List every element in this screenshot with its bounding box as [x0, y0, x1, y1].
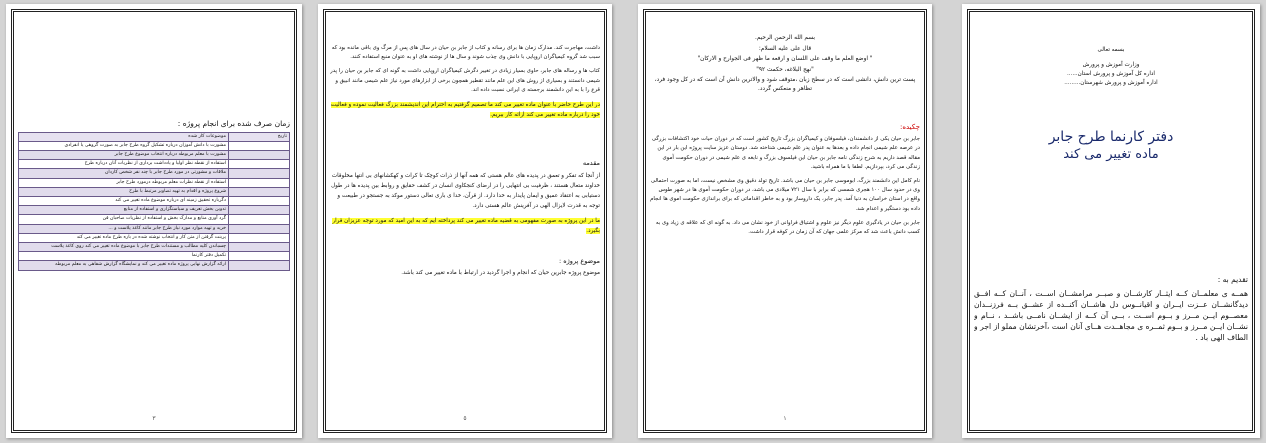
page-number: ٥: [463, 415, 467, 422]
dedication-text: همــه ی معلمــان کــه ایثــار کارشــان و صبــر مرامشــان اســت ، آنــان کــه افــق دیدگانشــان عــزت ایــران و اقیانــوس دل هاشــان آکنــده از عشــق بــه فرزنــدان معصــوم ایــن مــرز و بــوم اســت ، بــی آن کــه از ایشــان نامــی باشــد ، نــام و نشــان ایــن مــرز و بــوم ثمــره ی مجاهــدت هــای آنان است ،آخرتشان مملو از اجر و الطاف الهی باد .: [974, 288, 1248, 342]
topic-cell: استفاده از نقطه نظرات معلم مربوطه درمورد طرح جابر: [19, 178, 229, 187]
table-row: [19, 224, 290, 233]
topic-cell: مشورت با معلم مربوطه درباره انتخاب موضوع طرح جابر: [19, 151, 229, 160]
highlighted-paragraph: [330, 100, 600, 120]
date-cell: [229, 224, 290, 233]
abstract-paragraph: نام کامل این دانشمند بزرگ، ابوموسی جابر بن حیان می باشد. تاریخ تولد دقیق وی مشخص نیست، اما به صورت احتمالی وی در حدود سال ۱۰۰ هجری شمسی که برابر با سال ۷۲۱ میلادی می باشد، در دوران حکومت آموی ها در شهر طوس واقع در استان خراسان به دنیا آمد. پدر جابر، یک داروساز بود و به خاطر اقداماتی که برای براندازی حکومت اموی ها انجام داده بود دستگیر و اعدام شد.: [650, 177, 920, 212]
date-cell: [229, 261, 290, 270]
abstract-paragraph: جابر بن حیان در یادگیری علوم دیگر نیز علوم و اشتیاق فراوانی از خود نشان می داد. به گونه ای که علاقه ی زیاد وی به کسب دانش باعث شد که مرکز علمی جهان که آن زمان در کوفه قرار داشت.: [655, 219, 920, 235]
topic-cell: خرید و تهیه موارد مورد نیاز طرح جابر مانند کاغذ پلاست و ...: [19, 224, 229, 233]
bismillah: بسم الله الرحمن الرحیم.: [754, 35, 816, 41]
document-cover-page: [962, 4, 1260, 438]
table-row: [19, 215, 290, 224]
table-row: [19, 141, 290, 150]
abstract-heading: چکیده:: [899, 122, 920, 131]
topic-cell: گرد آوری منابع و مدارک بخش و استفاده از نظریات صاحبان فن: [19, 215, 229, 224]
table-row: [19, 206, 290, 215]
table-row: [19, 169, 290, 178]
cover-title: دفتر کارنما طرح جابر: [1048, 129, 1174, 145]
date-cell: [229, 141, 290, 150]
intro-heading: مقدمه: [582, 159, 600, 168]
date-cell: [229, 160, 290, 169]
time-spent-title: زمان صرف شده برای انجام پروژه :: [177, 119, 290, 128]
date-cell: [229, 206, 290, 215]
table-row: [19, 233, 290, 242]
highlight-text: در این طرح حاضر با عنوان ماده تغییر می کند ما تصمیم گرفتیم به احترام این اندیشمند بزرگ فعالیت نموده و فعالیت خود را درباره ماده تغییر می کند ارائه کار ببریم.: [330, 102, 600, 119]
topic-cell: شروع پروژه و اقدام به تهیه تصاویر مرتبط با طرح: [19, 187, 229, 196]
topic-cell: دگرباره تحقیق زمینه ای درباره موضوع ماده تغییر می کند: [19, 197, 229, 206]
date-cell: [229, 252, 290, 261]
topic-cell: پرینت گرفتن از متن کار و انتخاب نوشته شده در باره طرح ماده تغییر می کند: [19, 233, 229, 242]
topic-cell: ملاقات و مشورتی در مورد طرح جابر با چند نفر شخص کاردان: [19, 169, 229, 178]
topic-cell: چسباندن کلیه مطالب و مستندات طرح جابر با موضوع ماده تغییر می کند روی کاغذ پلاست: [19, 243, 229, 252]
page-number: ٣: [152, 415, 156, 422]
highlight-text: ما در این پروژه به صورت مفهومی به قضیه ماده تغییر می کند پرداخته ایم که به این امید که مورد توجه عزیزان قرار بگیرد.: [332, 217, 600, 234]
time-spent-table: [18, 132, 290, 271]
date-cell: [229, 178, 290, 187]
page-content: [974, 16, 1248, 426]
top-label: بسمه تعالی: [1097, 47, 1125, 53]
date-cell: [229, 151, 290, 160]
highlighted-paragraph: [330, 216, 600, 236]
page-content: [330, 16, 600, 426]
cover-subtitle: ماده تغییر می کند: [1063, 147, 1159, 162]
page-content: [18, 16, 290, 426]
topic-cell: ارائه گزارش نهایی پروژه ماده تغییر می کند و نمایشگاه گزارش شفاهی به معلم مربوطه: [19, 261, 229, 270]
date-cell: [229, 233, 290, 242]
document-page-3: [6, 4, 302, 438]
date-cell: [229, 197, 290, 206]
quote-intro: قال علی علیه السلام:: [758, 45, 812, 52]
topic-cell: تکمیل دفتر کارنما: [19, 252, 229, 261]
table-row: [19, 197, 290, 206]
paragraph: داشت، مهاجرت کند. مدارک زمان ها برای رسانه و کتاب از جابر بن حیان در سال های پس از مرگ وی باقی مانده بود که سبب شد گروه کیمیاگران اروپایی با دانش وی چذب شوند و سال ها از نوشته های او به عنوان منبع استفاده کنند.: [331, 45, 600, 61]
document-page-1: [638, 4, 932, 438]
intro-text: از آنجا که تفکر و تعمق در پدیده های عالم هستی که همه آنها از ذرات کوچک تا کرات و کهکشانهای بی انتها مخلوقات خداوند متعال هستند ، ظرفیت بی انتهایی را در ارضای کنجکاوی انسان در کشف حقایق و روابط بین پدیده ها در طول دستیابی به اعتقاد عمیق و ایمان پایدار به خدا دارد. از قرآن، خدا ی باری تعالی دستور موکد به جستجو در طبیعت و توجه به قدرت لایزال الهی در آفرینش عالم هستی دارد.: [331, 172, 600, 209]
table-row: [19, 151, 290, 160]
topic-text: موضوع پروژه جابرین حیان که انجام و اجرا گردید در ارتباط با ماده تغییر می کند باشد.: [401, 270, 600, 277]
arabic-quote: " اوضع العلم ما وقف علی اللسان و ارفعه ما ظهر فی الجوارح و الارکان": [697, 56, 873, 63]
dept-city: اداره آموزش و پرورش شهرستان.........: [1064, 80, 1158, 86]
table-row: [19, 187, 290, 196]
quote-translation: پست ترین دانش، دانشی است که در سطح زبان ،متوقف شود و والاترین دانش آن است که در کل وجود فرد، تظاهر و منعکس گردد.: [654, 77, 916, 92]
date-cell: [229, 169, 290, 178]
topic-cell: تدوین بخش تعریف و سیاستگزاری و استفاده از منابع: [19, 206, 229, 215]
dedication-heading: تقدیم به :: [1217, 275, 1248, 284]
table-row: [19, 243, 290, 252]
document-page-5: [318, 4, 612, 438]
topic-cell: مشورت با دانش آموزان درباره تشکیل گروه طرح جابر به صورت گروهی یا انفرادی: [19, 141, 229, 150]
abstract-paragraph: جابر بن حیان یکی از دانشمندان، فیلسوفان و کیمیاگران بزرگ تاریخ کشور است که در دوران حیات خود اکتشافات بزرگی در عرصه علم شیمی انجام داده و بعدها به عنوان پدر علم شیمی شناخته شد. دوستان عزیز سایت پروژه این بار در این مقاله قصد داریم به شرح زندگی نامه جابر بن حیان این فیلسوف بزرگ و نابغه ی علم شیمی در دوران حکومت آموی زندگی می کرد، بپردازیم. لطفا با ما همراه باشید.: [651, 136, 920, 170]
col-header-topics: موضوعات کار شده: [19, 132, 229, 141]
date-cell: [229, 215, 290, 224]
table-row: [19, 261, 290, 270]
page-content: [650, 16, 920, 426]
dept-province: اداره کل آموزش و پرورش استان......: [1067, 71, 1155, 77]
table-row: [19, 160, 290, 169]
quote-source: "نهج البلاغه، حکمت ۹۲": [756, 66, 814, 73]
topic-heading: موضوع پروژه :: [559, 256, 600, 265]
col-header-date: تاریخ: [229, 132, 290, 141]
paragraph: کتاب ها و رساله های جابر، حاوی بسیار زیادی در تغییر دگرش کیمیاگران اروپایی داشت به گونه ای که جابر بن حیان را پدر شیمی دانستند و بسیاری از روش های این علم مانند تقطیر همچون برخی از ابزارهای مورد نیاز علم شیمی مانند انبیق و قرع را با به این دانشمند برجسته ی ایرانی نسبت داده اند.: [330, 68, 600, 93]
date-cell: [229, 187, 290, 196]
date-cell: [229, 243, 290, 252]
topic-cell: استفاده از نقطه نظر اولیا و یادداشت برداری از نظریات آنان درباره طرح: [19, 160, 229, 169]
table-row: [19, 252, 290, 261]
page-number: ١: [783, 415, 787, 422]
ministry: وزارت آموزش و پرورش: [1082, 62, 1140, 68]
table-row: [19, 178, 290, 187]
